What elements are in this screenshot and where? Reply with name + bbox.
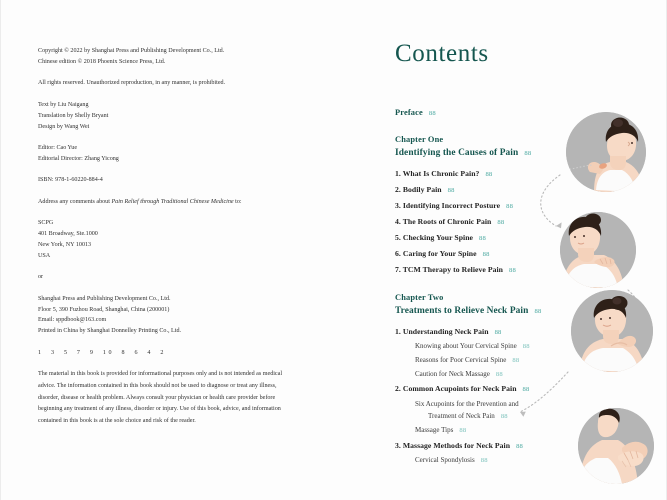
copyright-text-block xyxy=(38,46,290,428)
toc-entry-page-number: 88 xyxy=(516,443,524,451)
toc-entry-label: Caution for Neck Massage xyxy=(415,369,490,378)
toc-entry-label: Identifying the Causes of Pain xyxy=(395,147,519,158)
toc-entry-label: 4. The Roots of Chronic Pain xyxy=(395,216,492,226)
copyright-line: Copyright © 2022 by Shanghai Press and Publishing Development Co., Ltd. xyxy=(38,48,225,54)
toc-entry-label: 1. What Is Chronic Pain? xyxy=(395,168,480,178)
toc-entry-label: 7. TCM Therapy to Relieve Pain xyxy=(395,265,503,275)
rights-reserved xyxy=(38,78,290,89)
toc-entry-page-number: 88 xyxy=(480,457,488,465)
toc-entry-page-number: 88 xyxy=(494,328,502,336)
toc-entry-page-number: 88 xyxy=(522,342,530,350)
printer-numbers-group xyxy=(38,348,290,359)
toc-entry-page-number: 88 xyxy=(497,218,505,226)
chinese-edition-line: Chinese edition © 2018 Phoenix Science Press, Ltd. xyxy=(38,58,166,65)
rights-reserved-line: All rights reserved. Unauthorized reproduction, in any manner, is prohibited. xyxy=(38,80,226,87)
toc-entry-page-number: 88 xyxy=(506,202,514,210)
toc-entry-label: Massage Tips xyxy=(415,426,454,435)
toc-entry-page-number: 88 xyxy=(508,267,516,275)
or-label: or xyxy=(38,274,44,281)
address-intro-prefix: Address any comments about xyxy=(38,198,112,205)
or-separator xyxy=(38,272,290,283)
address-cn-line: Floor 5, 390 Fuzhou Road, Shanghai, China (200001) xyxy=(38,306,170,313)
toc-entry-page-number: 88 xyxy=(512,356,520,364)
email-line: Email: sppdbook@163.com xyxy=(38,317,107,324)
chapter-kicker: Chapter Two xyxy=(395,293,444,303)
address-us-line: New York, NY 10013 xyxy=(38,241,92,248)
toc-entry-page-number: 88 xyxy=(485,170,493,178)
toc-entry-page-number: 88 xyxy=(495,370,503,378)
toc-entry-label: 3. Massage Methods for Neck Pain xyxy=(395,441,511,451)
page-title: Contents xyxy=(395,40,489,67)
toc-entry-page-number: 88 xyxy=(500,413,508,421)
printer-numbers: 1 3 5 7 9 10 8 6 4 2 xyxy=(38,349,167,356)
address-cn xyxy=(38,294,290,338)
toc-entry-label: Cervical Spondylosis xyxy=(415,456,475,465)
editors xyxy=(38,143,290,165)
toc-entry-label: Knowing about Your Cervical Spine xyxy=(415,341,517,350)
toc-entry[interactable] xyxy=(395,198,663,214)
address-us-line: 401 Broadway, Ste.1000 xyxy=(38,230,98,237)
toc-entry-label: 2. Common Acupoints for Neck Pain xyxy=(395,384,517,394)
editorial-director-line: Editorial Director: Zhang Yicong xyxy=(38,155,119,162)
address-us-line: SCPG xyxy=(38,220,54,227)
toc-entry-page-number: 88 xyxy=(428,110,436,117)
address-intro xyxy=(38,197,290,208)
toc-entry-label: Treatments to Relieve Neck Pain xyxy=(395,305,529,316)
toc-entry-label: 6. Caring for Your Spine xyxy=(395,248,477,258)
credit-translator: Translation by Shelly Bryant xyxy=(38,112,109,119)
book-title-italic: Pain Relief through Traditional Chinese Medicine xyxy=(111,198,234,205)
isbn-line: ISBN: 978-1-60220-884-4 xyxy=(38,177,103,184)
printed-in-line: Printed in China by Shanghai Donnelley Printing Co., Ltd. xyxy=(38,328,182,335)
copyright-notice xyxy=(38,46,290,68)
photo-shoulder-massage-by-therapist xyxy=(578,408,654,484)
credits xyxy=(38,100,290,133)
editor-line: Editor: Cao Yue xyxy=(38,144,78,151)
isbn xyxy=(38,175,290,186)
credit-designer: Design by Wang Wei xyxy=(38,123,90,130)
address-us-line: USA xyxy=(38,252,51,259)
toc-entry-page-number: 88 xyxy=(482,250,490,258)
toc-entry-label: Six Acupoints for the Prevention and xyxy=(415,399,519,408)
medical-disclaimer: The material in this book is provided for informational purposes only and is not intended as medical advice. The information contained in this book should not be used to diagnose or treat any illness, disorder, disease or health problem. Always consult your physician or health care provider before beginning any treatment of any illness, disorder or injury. Use of this book, advice, and information contained in this book is at the sole choice and risk of the reader. xyxy=(38,371,283,424)
photo-neck-acupressure xyxy=(566,112,646,192)
toc-entry-label: 1. Understanding Neck Pain xyxy=(395,326,489,336)
toc-entry-page-number: 88 xyxy=(459,427,467,435)
address-cn-line: Shanghai Press and Publishing Development Co., Ltd. xyxy=(38,295,171,302)
chapter-kicker: Chapter One xyxy=(395,135,444,144)
toc-entry-label: 3. Identifying Incorrect Posture xyxy=(395,200,501,210)
toc-entry-page-number: 88 xyxy=(447,186,455,194)
toc-entry-label: 2. Bodily Pain xyxy=(395,184,442,194)
address-us xyxy=(38,218,290,262)
toc-entry-label: 5. Checking Your Spine xyxy=(395,232,473,242)
toc-entry-label: Treatment of Neck Pain xyxy=(428,412,495,421)
photo-neck-posture xyxy=(571,290,653,372)
toc-entry-label: Preface xyxy=(395,108,423,117)
toc-entry-page-number: 88 xyxy=(524,149,532,157)
toc-entry-label: Reasons for Poor Cervical Spine xyxy=(415,355,507,364)
credit-text-author: Text by Liu Naigang xyxy=(38,101,89,108)
photo-shoulder-self-massage xyxy=(560,212,636,288)
toc-entry-page-number: 88 xyxy=(534,307,542,315)
address-intro-suffix: to: xyxy=(233,198,242,205)
toc-entry-page-number: 88 xyxy=(522,386,530,394)
toc-entry-page-number: 88 xyxy=(479,234,486,242)
toc-entry[interactable] xyxy=(395,381,663,397)
copyright-page xyxy=(0,0,333,500)
